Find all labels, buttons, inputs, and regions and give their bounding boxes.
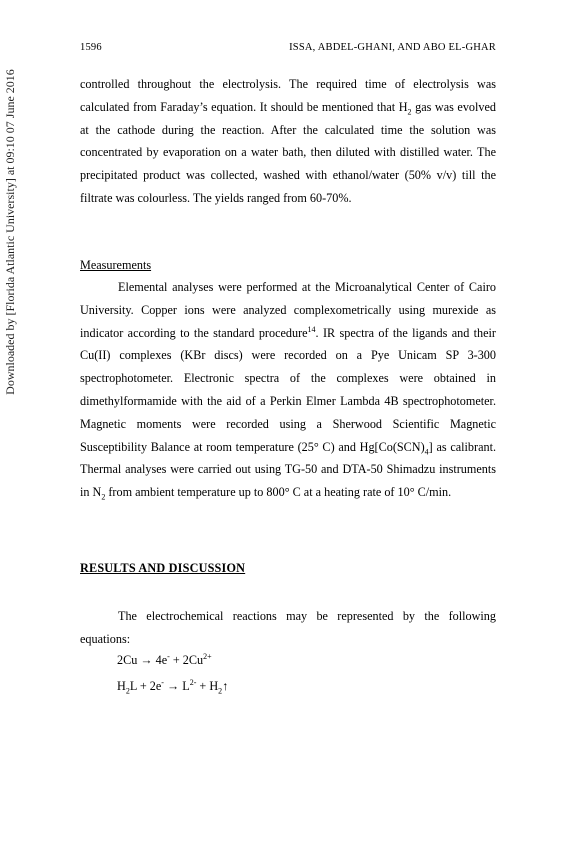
running-head-authors: ISSA, ABDEL-GHANI, AND ABO EL-GHAR [289,42,496,53]
gas-arrow: ↑ [222,679,229,693]
results-heading: RESULTS AND DISCUSSION [80,561,246,575]
measurements-heading: Measurements [80,258,152,272]
intro-paragraph [80,73,496,210]
measurements-text-1: Elemental analyses were performed at the Microanalytical Center of Cairo University. Copper ions were analyzed complexometrically using murexide as indicator according to the standard procedure [80,280,496,340]
eq2-sup-2: 2- [189,677,197,687]
measurements-text-4: from ambient temperature up to 800° C at a heating rate of 10° C/min. [105,485,452,500]
measurements-paragraph [80,276,496,504]
eq2-sub-1: 2 [125,686,130,696]
eq2-part-a: H [117,679,126,693]
download-watermark [0,0,20,664]
page-number: 1596 [80,42,102,53]
eq2-sup-1: - [161,677,164,687]
eq1-part-b: + 2Cu [169,653,204,667]
eq2-part-c: → L [163,679,190,693]
n2-subscript: 2 [101,492,106,502]
eq2-part-b: L + 2e [129,679,162,693]
eq1-sup-1: - [167,651,170,661]
equation-copper-oxidation [117,653,212,668]
measurements-text-3: ] as calibrant. Thermal analyses were carried out using TG-50 and DTA-50 Shimadzu instruments in N [80,439,497,500]
results-intro-paragraph: The electrochemical reactions may be represented by the following equations: [80,609,496,646]
eq2-part-d: + H [196,679,219,693]
measurements-text-2: . IR spectra of the ligands and their Cu(II) complexes (KBr discs) were recorded on a Pye Unicam SP 3-300 spectrophotometer. Electronic spectra of the complexes were obtained in dimethylformamide with the aid of a Perkin Elmer Lambda 4B spectrophotometer. Magnetic moments were recorded using a Sherwood Scientific Magnetic Susceptibility Balance at room temperature (25° C) and Hg[Co(SCN) [80,325,496,454]
intro-text-b: gas was evolved at the cathode during the reaction. After the calculated time the solution was concentrated by evaporation on a water bath, then diluted with distilled water. The precipitated product was collected, washed with ethanol/water (50% v/v) till the filtrate was colourless. The yields ranged from 60-70%. [80,99,497,205]
scn-subscript: 4 [424,447,429,457]
equation-ligand-reduction [117,679,228,694]
h2-subscript: 2 [407,107,412,117]
eq1-sup-2: 2+ [203,651,212,661]
eq2-sub-2: 2 [218,686,223,696]
intro-text-a: controlled throughout the electrolysis. The required time of electrolysis was calculated from Faraday’s equation. It should be mentioned that H [80,77,496,114]
reference-superscript: 14 [307,324,316,334]
eq1-part-a: 2Cu → 4e [117,653,168,667]
download-note: Downloaded by [Florida Atlantic University] at 09:10 07 June 2016 [2,69,17,395]
